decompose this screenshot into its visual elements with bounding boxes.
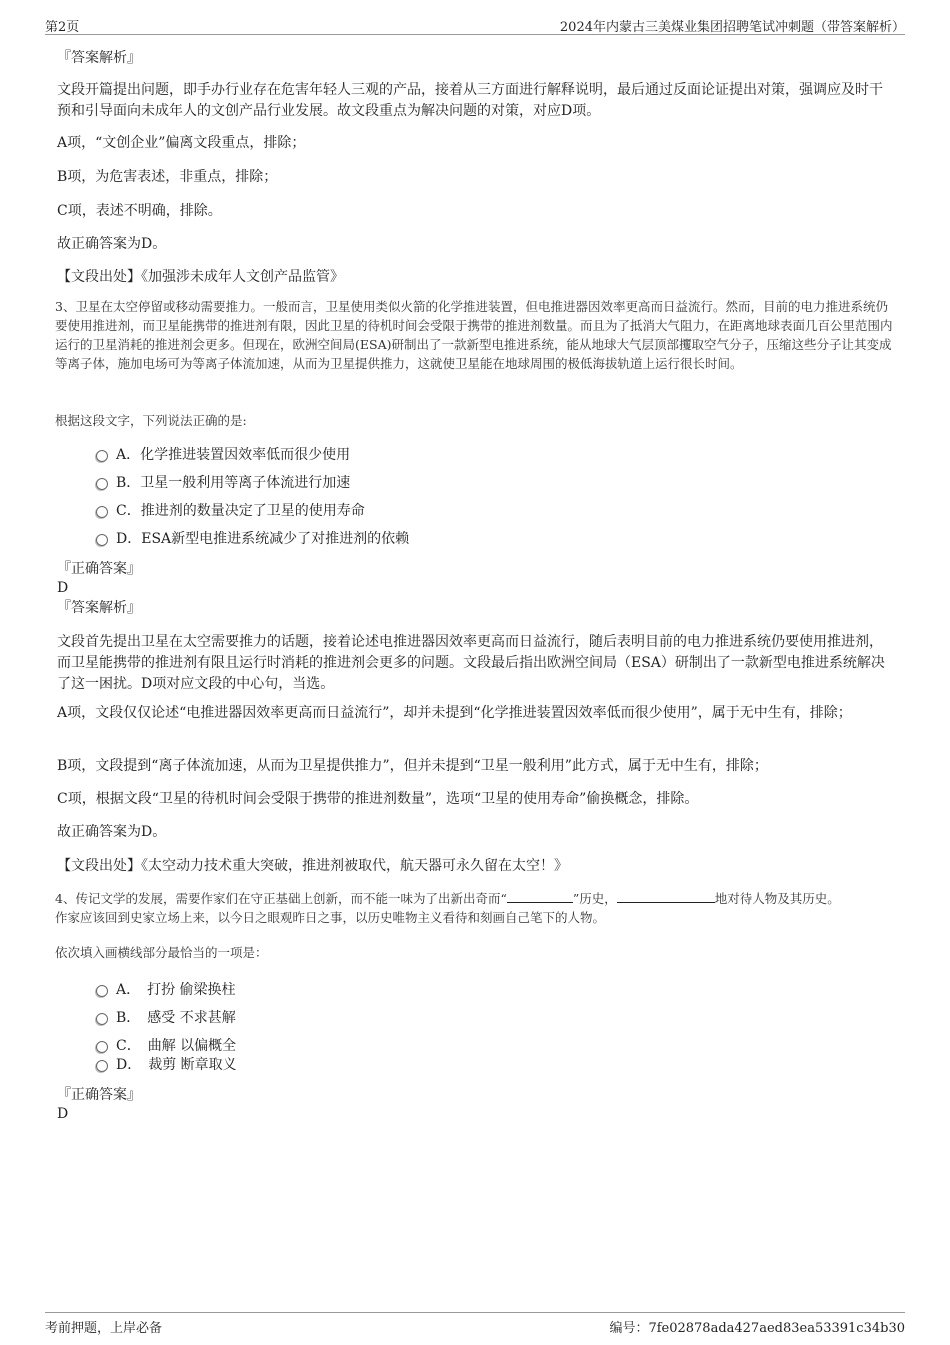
radio-icon[interactable] — [96, 1041, 108, 1053]
radio-icon[interactable] — [96, 1013, 108, 1025]
q3-option-b-analysis: B项，文段提到“离子体流加速，从而为卫星提供推力”，但并未提到“卫星一般利用”此方式，属于无中生有，排除； — [57, 758, 768, 774]
q3-option-a[interactable] — [96, 445, 350, 465]
q3-answer-label: 『正确答案』 — [57, 561, 141, 577]
q4-stem-part1: 4、传记文学的发展，需要作家们在守正基础上创新，而不能一味为了出新出奇而“ — [55, 891, 507, 906]
q4-option-b[interactable] — [96, 1008, 236, 1028]
q4-option-c[interactable] — [96, 1036, 236, 1056]
q4-answer: D — [57, 1106, 69, 1122]
q2-analysis-text: 文段开篇提出问题，即手办行业存在危害年轻人三观的产品，接着从三方面进行解释说明，最后通过反面论证提出对策，强调应及时干预和引导面向未成年人的文创产品行业发展。故文段重点为解决问题的对策，对应D项。 — [57, 82, 883, 119]
radio-icon[interactable] — [96, 1060, 108, 1072]
q4-answer-label: 『正确答案』 — [57, 1087, 141, 1103]
q4-option-d[interactable] — [96, 1055, 237, 1075]
q4-blank-2 — [617, 890, 715, 903]
q4-option-a[interactable] — [96, 980, 236, 1000]
page-number: 第2页 — [45, 20, 80, 35]
radio-icon[interactable] — [96, 506, 108, 518]
option-label: D．ESA新型电推进系统减少了对推进剂的依赖 — [116, 531, 410, 547]
q2-conclusion: 故正确答案为D。 — [57, 236, 167, 252]
q3-prompt: 根据这段文字，下列说法正确的是: — [55, 413, 247, 428]
radio-icon[interactable] — [96, 534, 108, 546]
q3-option-c[interactable] — [96, 501, 365, 521]
q4-blank-1 — [507, 890, 573, 903]
q4-stem-line2: 作家应该回到史家立场上来，以今日之眼观昨日之事，以历史唯物主义看待和刻画自己笔下的人物。 — [55, 910, 606, 925]
q3-conclusion: 故正确答案为D。 — [57, 824, 167, 840]
q3-answer: D — [57, 580, 69, 596]
option-label: B．卫星一般利用等离子体流进行加速 — [116, 475, 351, 491]
q3-analysis-text: 文段首先提出卫星在太空需要推力的话题，接着论述电推进器因效率更高而日益流行，随后表明目前的电力推进系统仍要使用推进剂，而卫星能携带的推进剂有限且运行时消耗的推进剂会更多的问题。文段最后指出欧洲空间局（ESA）研制出了一款新型电推进系统解决了这一困扰。D项对应文段的中心句，当选。 — [57, 634, 885, 692]
q3-analysis-label: 『答案解析』 — [57, 600, 141, 616]
q4-prompt: 依次填入画横线部分最恰当的一项是： — [55, 945, 268, 960]
radio-icon[interactable] — [96, 450, 108, 462]
option-label: A． 打扮 偷梁换柱 — [116, 982, 236, 998]
document-title: 2024年内蒙古三美煤业集团招聘笔试冲刺题（带答案解析） — [559, 20, 905, 35]
q3-option-c-analysis: C项，根据文段“卫星的待机时间会受限于携带的推进剂数量”，选项“卫星的使用寿命”偷换概念，排除。 — [57, 791, 699, 807]
q4-stem-part3: 地对待人物及其历史。 — [714, 891, 840, 906]
option-label: C．推进剂的数量决定了卫星的使用寿命 — [116, 503, 365, 519]
q4-stem — [55, 889, 897, 927]
footer-slogan: 考前押题，上岸必备 — [45, 1321, 163, 1336]
option-label: D． 裁剪 断章取义 — [116, 1057, 237, 1073]
q3-option-d[interactable] — [96, 529, 409, 549]
q3-stem: 3、卫星在太空停留或移动需要推力。一般而言，卫星使用类似火箭的化学推进装置，但电推进器因效率更高而日益流行。然而，目前的电力推进系统仍要使用推进剂，而卫星能携带的推进剂有限，因此卫星的待机时间会受限于携带的推进剂数量。而且为了抵消大气阻力，在距离地球表面几百公里范围内运行的卫星消耗的推进剂会更多。但现在，欧洲空间局(ESA)研制出了一款新型电推进系统，能从地球大气层顶部攫取空气分子，压缩这些分子让其变成等离子体，施加电场可为等离子体流加速，从而为卫星提供推力，这就使卫星能在地球周围的极低海拔轨道上运行很长时间。 — [55, 299, 893, 371]
radio-icon[interactable] — [96, 478, 108, 490]
page-header — [45, 14, 905, 35]
q2-option-a-analysis: A项，“文创企业”偏离文段重点，排除； — [57, 135, 306, 151]
q2-option-b-analysis: B项，为危害表述，非重点，排除； — [57, 169, 278, 185]
option-label: A．化学推进装置因效率低而很少使用 — [116, 447, 351, 463]
q3-source: 【文段出处】《太空动力技术重大突破，推进剂被取代，航天器可永久留在太空！》 — [57, 858, 568, 874]
page-footer — [45, 1312, 905, 1337]
q2-source: 【文段出处】《加强涉未成年人文创产品监管》 — [57, 269, 344, 285]
q3-option-b[interactable] — [96, 473, 350, 493]
option-label: B． 感受 不求甚解 — [116, 1010, 236, 1026]
q3-option-a-analysis: A项，文段仅仅论述“电推进器因效率更高而日益流行”，却并未提到“化学推进装置因效率低而很少使用”，属于无中生有，排除； — [57, 705, 852, 721]
option-label: C． 曲解 以偏概全 — [116, 1038, 237, 1054]
q2-analysis-label: 『答案解析』 — [57, 50, 141, 66]
q4-stem-part2: ”历史， — [572, 891, 617, 906]
radio-icon[interactable] — [96, 985, 108, 997]
footer-id: 编号：7fe02878ada427aed83ea53391c34b30 — [609, 1321, 905, 1336]
q2-option-c-analysis: C项，表述不明确，排除。 — [57, 203, 222, 219]
